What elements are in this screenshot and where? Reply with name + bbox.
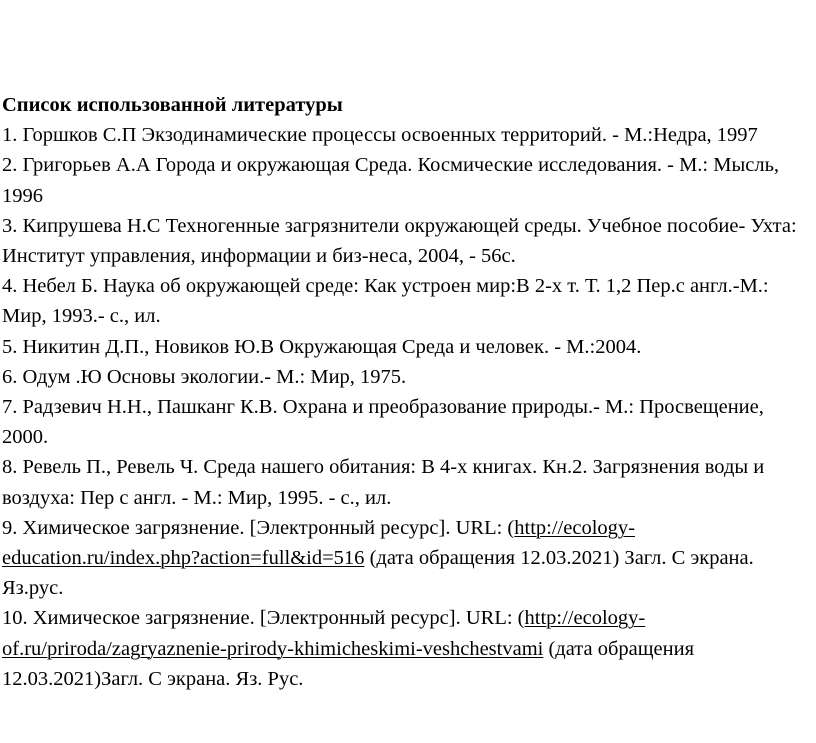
reference-item-7 xyxy=(2,392,814,452)
reference-item-1 xyxy=(2,120,814,150)
reference-item-5 xyxy=(2,332,814,362)
reference-item-10 xyxy=(2,603,814,694)
reference-number: 2. xyxy=(2,154,18,177)
reference-item-4 xyxy=(2,271,814,331)
reference-link[interactable]: http://ecology-of.ru/priroda/zagryaznenie-prirody-khimicheskimi-veshchestvami xyxy=(2,607,646,660)
reference-item-2 xyxy=(2,150,814,210)
reference-number: 10. xyxy=(2,607,28,630)
reference-number: 7. xyxy=(2,396,18,419)
reference-item-9 xyxy=(2,513,814,604)
reference-link[interactable]: http://ecology-education.ru/index.php?action=full&id=516 xyxy=(2,516,635,570)
reference-item-3 xyxy=(2,211,814,271)
reference-text: Кипрушева Н.С Техногенные загрязнители окружающей среды. Учебное пособие- Ухта: Институт управления, информации и биз-неса, 2004, - 56с. xyxy=(2,214,797,268)
reference-number: 6. xyxy=(2,365,18,388)
reference-text: Небел Б. Наука об окружающей среде: Как устроен мир:В 2-х т. Т. 1,2 Пер.с англ.-М.: Мир, 1993.- с., ил. xyxy=(2,275,769,328)
reference-text: Горшков С.П Экзодинамические процессы освоенных территорий. - М.:Недра, 1997 xyxy=(22,124,758,147)
reference-text-after-link: (дата обращения 12.03.2021)Загл. С экрана. Яз. Рус. xyxy=(2,637,695,690)
reference-item-8 xyxy=(2,452,814,512)
reference-text: Никитин Д.П., Новиков Ю.В Окружающая Среда и человек. - М.:2004. xyxy=(22,335,642,358)
document-body xyxy=(2,90,814,694)
reference-number: 9. xyxy=(2,516,18,539)
reference-text-before-link: Химическое загрязнение. [Электронный ресурс]. URL: ( xyxy=(32,607,525,630)
reference-text-before-link: Химическое загрязнение. [Электронный ресурс]. URL: ( xyxy=(22,516,515,539)
reference-number: 3. xyxy=(2,214,18,237)
reference-text-after-link: (дата обращения 12.03.2021) Загл. С экрана. Яз.рус. xyxy=(2,547,754,600)
reference-number: 1. xyxy=(2,124,18,147)
page-title: Список использованной литературы xyxy=(2,94,343,116)
reference-text: Одум .Ю Основы экологии.- М.: Мир, 1975. xyxy=(22,365,407,388)
reference-text: Радзевич Н.Н., Пашканг К.В. Охрана и преобразование природы.- М.: Просвещение, 2000. xyxy=(2,396,764,449)
reference-number: 8. xyxy=(2,456,18,479)
reference-number: 5. xyxy=(2,335,18,358)
reference-text: Григорьев А.А Города и окружающая Среда. Космические исследования. - М.: Мысль, 1996 xyxy=(2,154,780,207)
reference-item-6 xyxy=(2,362,814,392)
reference-text: Ревель П., Ревель Ч. Среда нашего обитания: В 4-х книгах. Кн.2. Загрязнения воды и воздуха: Пер с англ. - М.: Мир, 1995. - с., ил. xyxy=(2,456,765,509)
reference-number: 4. xyxy=(2,275,18,298)
